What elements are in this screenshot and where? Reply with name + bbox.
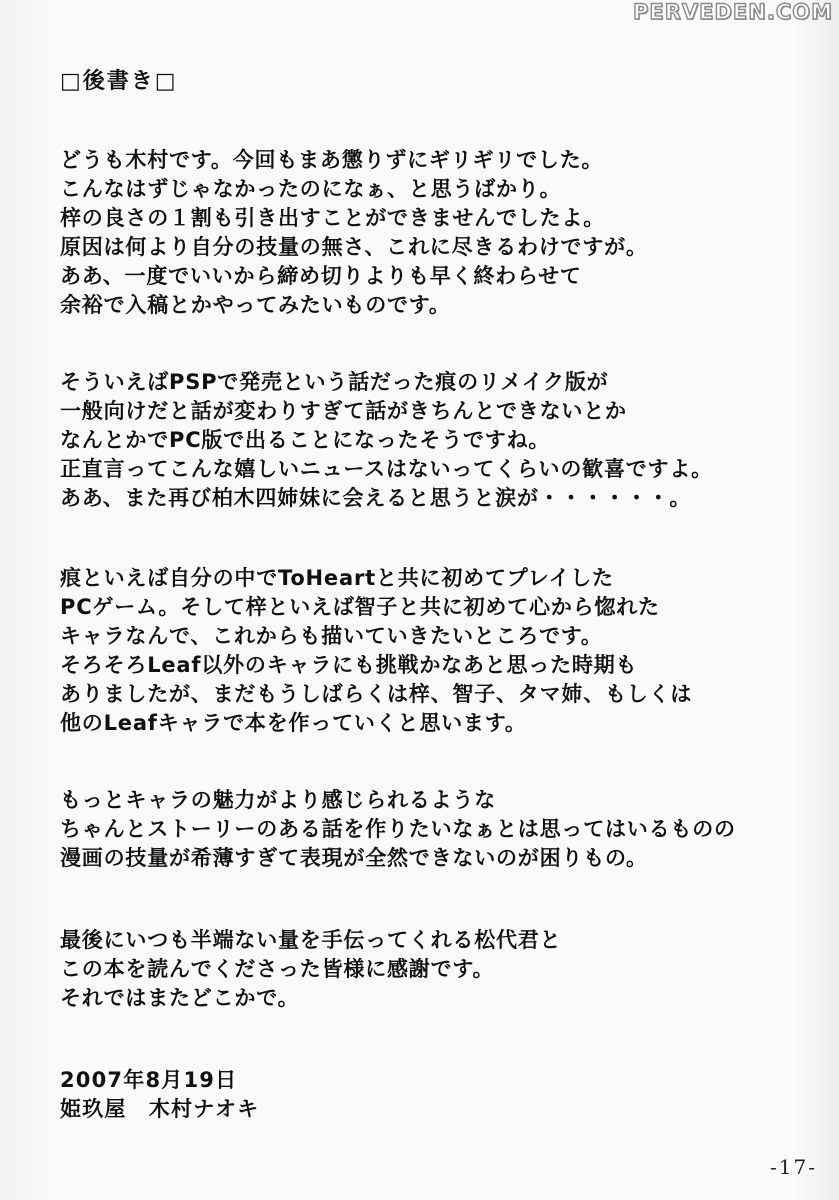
date: 2007年8月19日 xyxy=(60,1068,238,1092)
paragraph-1 xyxy=(60,146,648,320)
text-line: 漫画の技量が希薄すぎて表現が全然できないのが困りもの。 xyxy=(60,846,648,870)
text-line: それではまたどこかで。 xyxy=(60,986,300,1010)
paragraph-4 xyxy=(60,786,736,873)
text-line: 一般向けだと話が変わりすぎて話がきちんとできないとか xyxy=(60,399,627,423)
text-line: ああ、また再び柏木四姉妹に会えると思うと涙が・・・・・・。 xyxy=(60,486,692,510)
text-line: ありましたが、まだもうしばらくは梓、智子、タマ姉、もしくは xyxy=(60,682,693,706)
afterword-heading: □後書き□ xyxy=(60,69,178,94)
text-line: 原因は何より自分の技量の無さ、これに尽きるわけですが。 xyxy=(60,235,648,259)
text-line: 他のLeafキャラで本を作っていくと思います。 xyxy=(60,711,527,735)
text-line: 最後にいつも半端ない量を手伝ってくれる松代君と xyxy=(60,928,562,952)
text-line: そういえばPSPで発売という話だった痕のリメイク版が xyxy=(60,370,609,394)
text-line: 正直言ってこんな嬉しいニュースはないってくらいの歓喜ですよ。 xyxy=(60,457,713,481)
watermark: PERVEDEN.COM xyxy=(633,0,833,24)
text-line: ああ、一度でいいから締め切りよりも早く終わらせて xyxy=(60,264,582,288)
paragraph-5 xyxy=(60,926,561,1013)
text-line: 梓の良さの１割も引き出すことができませんでしたよ。 xyxy=(60,206,605,230)
text-line: ちゃんとストーリーのある話を作りたいなぁとは思ってはいるものの xyxy=(60,817,736,841)
signoff xyxy=(60,1066,259,1124)
text-line: キャラなんで、これからも描いていきたいところです。 xyxy=(60,624,603,648)
text-line: どうも木村です。今回もまあ懲りずにギリギリでした。 xyxy=(60,148,604,172)
text-line: こんなはずじゃなかったのになぁ、と思うばかり。 xyxy=(60,177,562,201)
page-number: -17- xyxy=(770,1155,817,1179)
text-line: 余裕で入稿とかやってみたいものです。 xyxy=(60,293,451,317)
text-line: PCゲーム。そして梓といえば智子と共に初めて心から惚れた xyxy=(60,595,660,619)
text-line: なんとかでPC版で出ることになったそうですね。 xyxy=(60,428,551,452)
text-line: そろそろLeaf以外のキャラにも挑戦かなあと思った時期も xyxy=(60,653,638,677)
paragraph-2 xyxy=(60,368,713,513)
text-line: もっとキャラの魅力がより感じられるような xyxy=(60,788,496,812)
author-signature: 姫玖屋 木村ナオキ xyxy=(60,1097,260,1121)
text-line: この本を読んでくださった皆様に感謝です。 xyxy=(60,957,495,981)
text-line: 痕といえば自分の中でToHeartと共に初めてプレイした xyxy=(60,566,614,590)
paragraph-3 xyxy=(60,564,692,738)
